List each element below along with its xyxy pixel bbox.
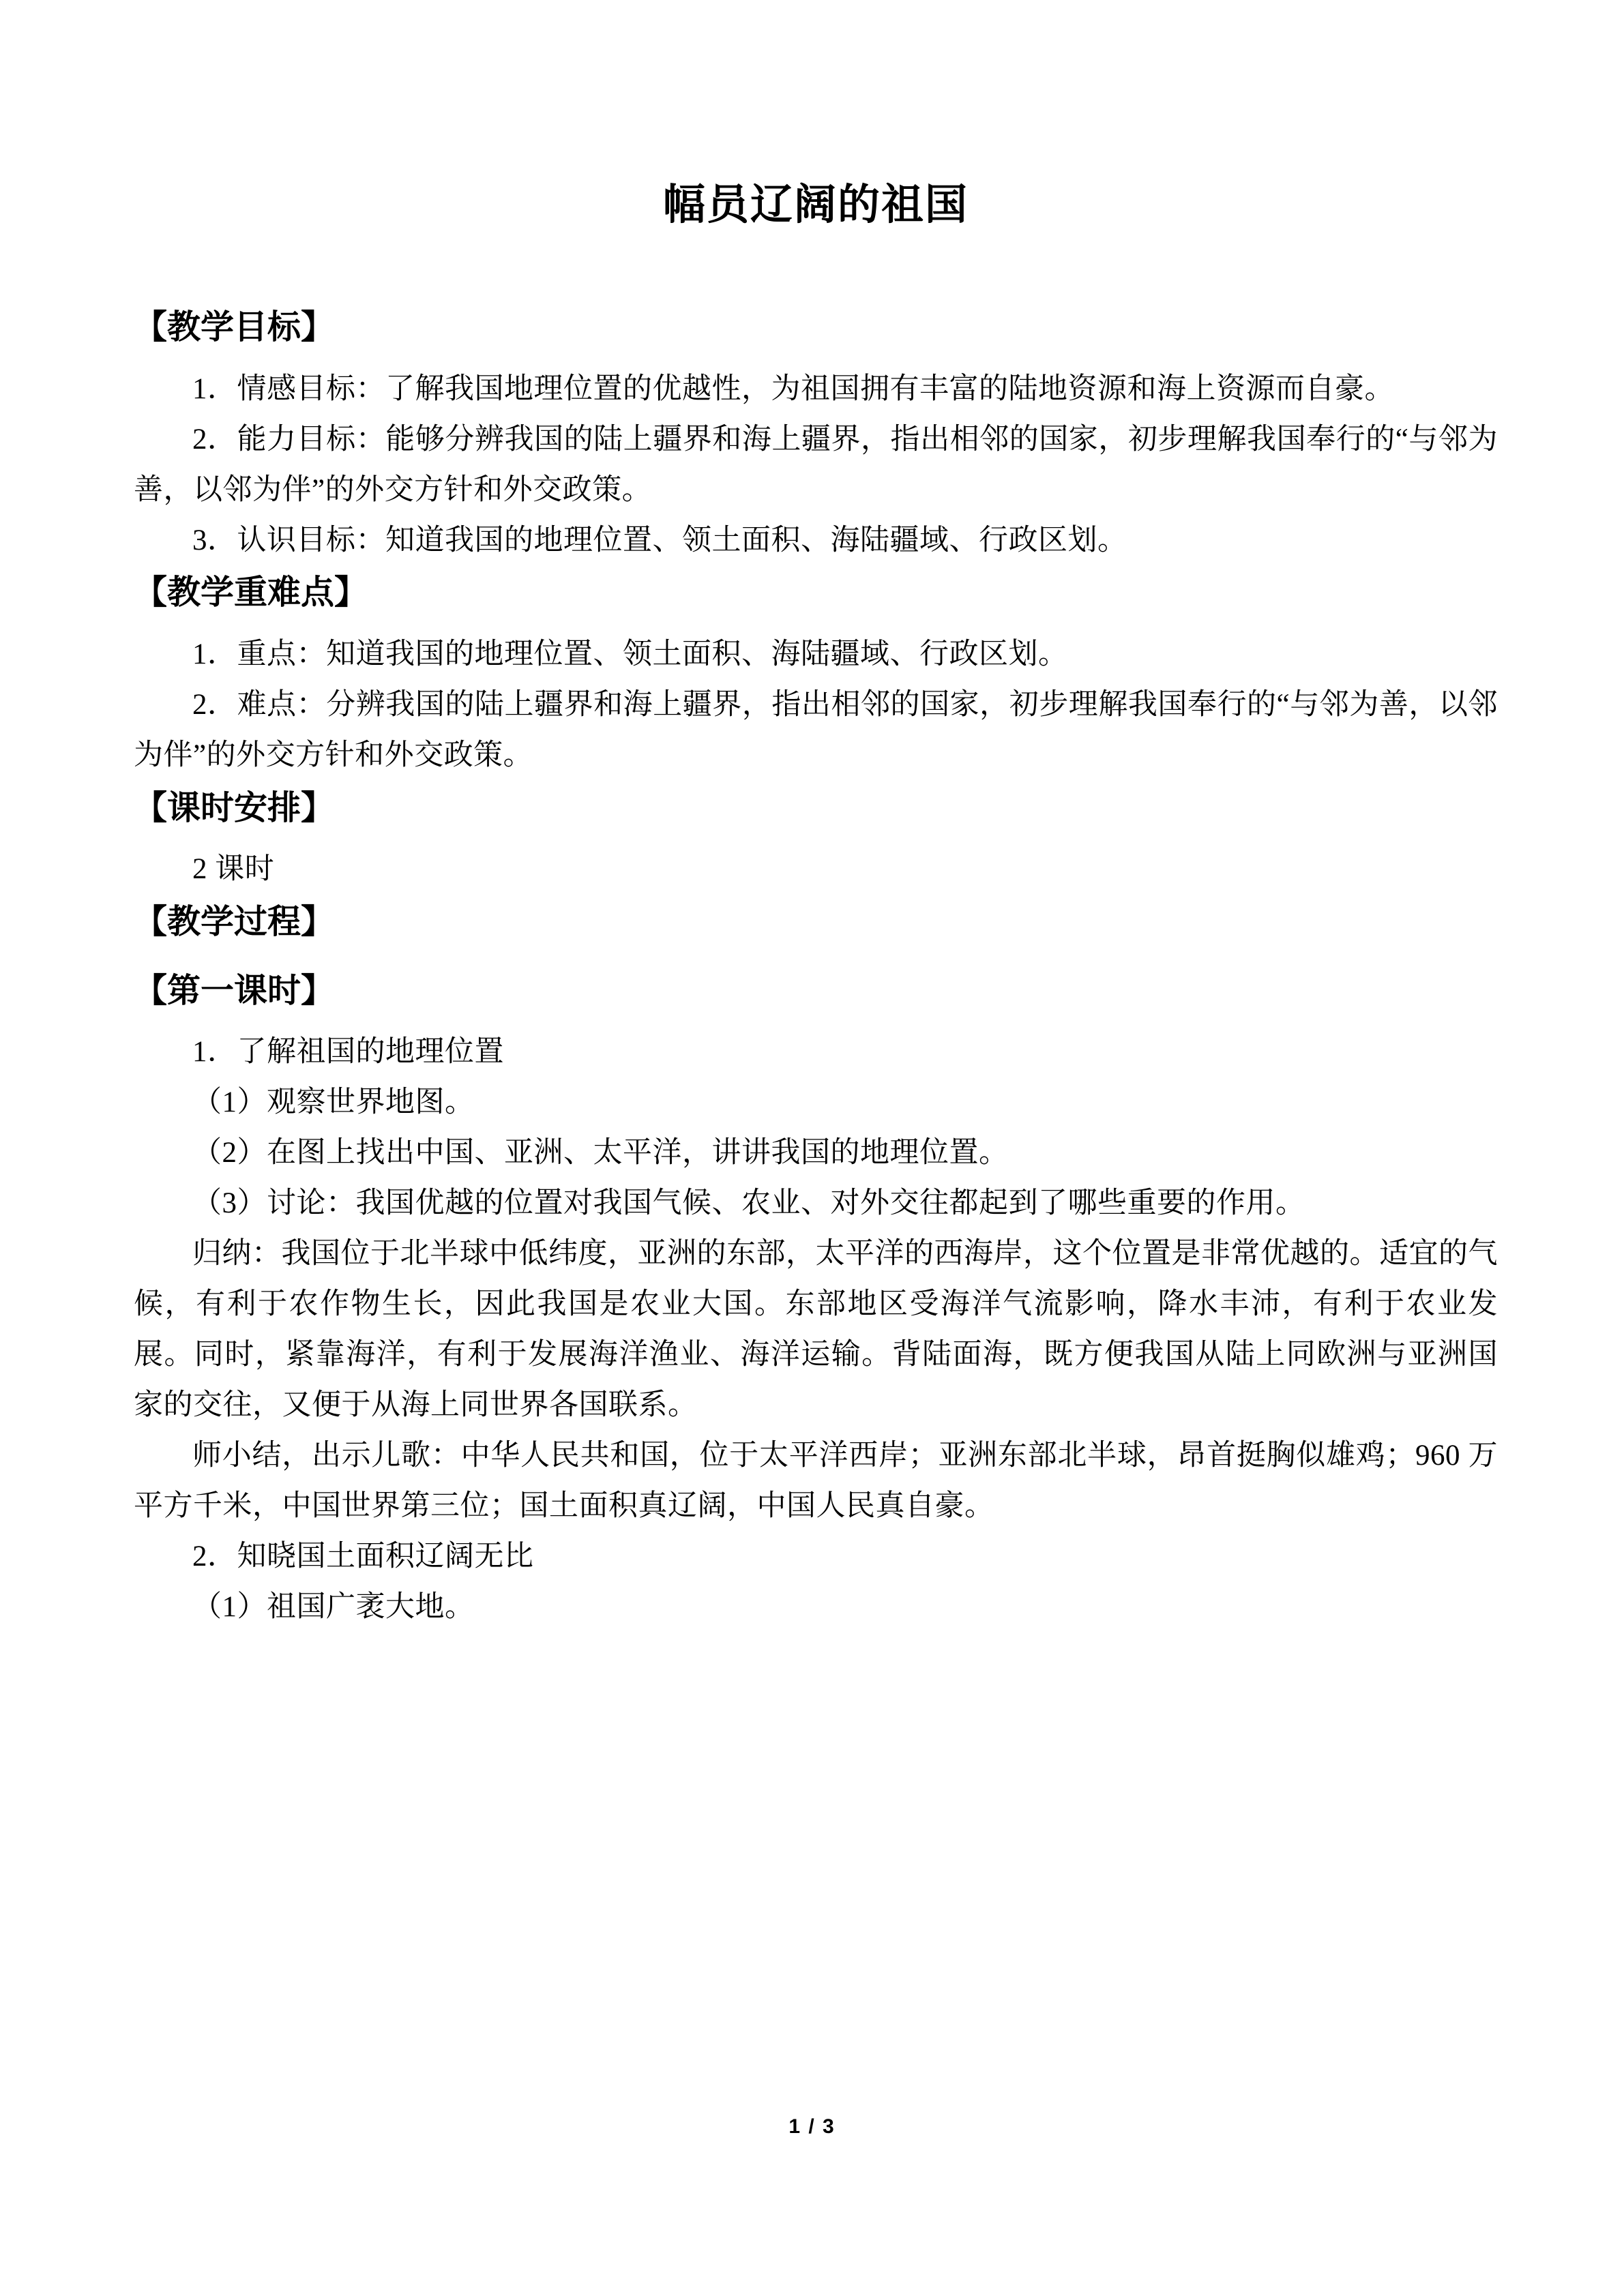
spacer <box>134 230 1498 307</box>
spacer <box>134 565 1498 572</box>
lesson-one-item-2: （1）观察世界地图。 <box>192 1086 475 1119</box>
section-heading-objectives: 【教学目标】 <box>134 309 335 346</box>
objective-item-2: 2．能力目标：能够分辨我国的陆上疆界和海上疆界，指出相邻的国家，初步理解我国奉行的“与邻为善，以邻为伴”的外交方针和外交政策。 <box>134 423 1498 506</box>
objective-item-3: 3．认识目标：知道我国的地理位置、领土面积、海陆疆域、行政区划。 <box>192 524 1127 556</box>
spacer <box>134 1012 1498 1027</box>
objective-item-1: 1．情感目标：了解我国地理位置的优越性，为祖国拥有丰富的陆地资源和海上资源而自豪。 <box>192 372 1394 405</box>
key-point-item-2: 2．难点：分辨我国的陆上疆界和海上疆界，指出相邻的国家，初步理解我国奉行的“与邻为善，以邻为伴”的外交方针和外交政策。 <box>134 688 1498 771</box>
lesson-one-item-1: 1．了解祖国的地理位置 <box>192 1036 504 1069</box>
section-heading-lesson-one: 【第一课时】 <box>134 972 335 1010</box>
spacer <box>134 349 1498 364</box>
spacer <box>134 829 1498 844</box>
spacer <box>134 895 1498 901</box>
lesson-one-item-4: （3）讨论：我国优越的位置对我国气候、农业、对外交往都起到了哪些重要的作用。 <box>192 1187 1305 1220</box>
page-number: 1 / 3 <box>788 2115 836 2138</box>
schedule-item-1: 2 课时 <box>192 852 275 885</box>
section-heading-process: 【教学过程】 <box>134 903 335 940</box>
lesson-one-item-3: （2）在图上找出中国、亚洲、太平洋，讲讲我国的地理位置。 <box>192 1137 1009 1169</box>
spacer <box>134 943 1498 970</box>
spacer <box>134 614 1498 629</box>
spacer <box>134 781 1498 788</box>
lesson-one-rhyme: 师小结，出示儿歌：中华人民共和国，位于太平洋西岸；亚洲东部北半球，昂首挺胸似雄鸡；960 万平方千米，中国世界第三位；国土面积真辽阔，中国人民真自豪。 <box>134 1439 1498 1522</box>
section-heading-schedule: 【课时安排】 <box>134 789 335 826</box>
page-title: 幅员辽阔的祖国 <box>662 181 969 228</box>
lesson-one-item-8: （1）祖国广袤大地。 <box>192 1590 475 1623</box>
document-body <box>134 0 1498 1632</box>
lesson-one-item-7: 2．知晓国土面积辽阔无比 <box>192 1540 534 1572</box>
section-heading-key-points: 【教学重难点】 <box>134 574 368 612</box>
key-point-item-1: 1．重点：知道我国的地理位置、领土面积、海陆疆域、行政区划。 <box>192 638 1068 670</box>
lesson-one-summary: 归纳：我国位于北半球中低纬度，亚洲的东部，太平洋的西海岸，这个位置是非常优越的。适宜的气候，有利于农作物生长，因此我国是农业大国。东部地区受海洋气流影响，降水丰沛，有利于农业发展。同时，紧靠海洋，有利于发展海洋渔业、海洋运输。背陆面海，既方便我国从陆上同欧洲与亚洲国家的交往，又便于从海上同世界各国联系。 <box>134 1238 1498 1421</box>
